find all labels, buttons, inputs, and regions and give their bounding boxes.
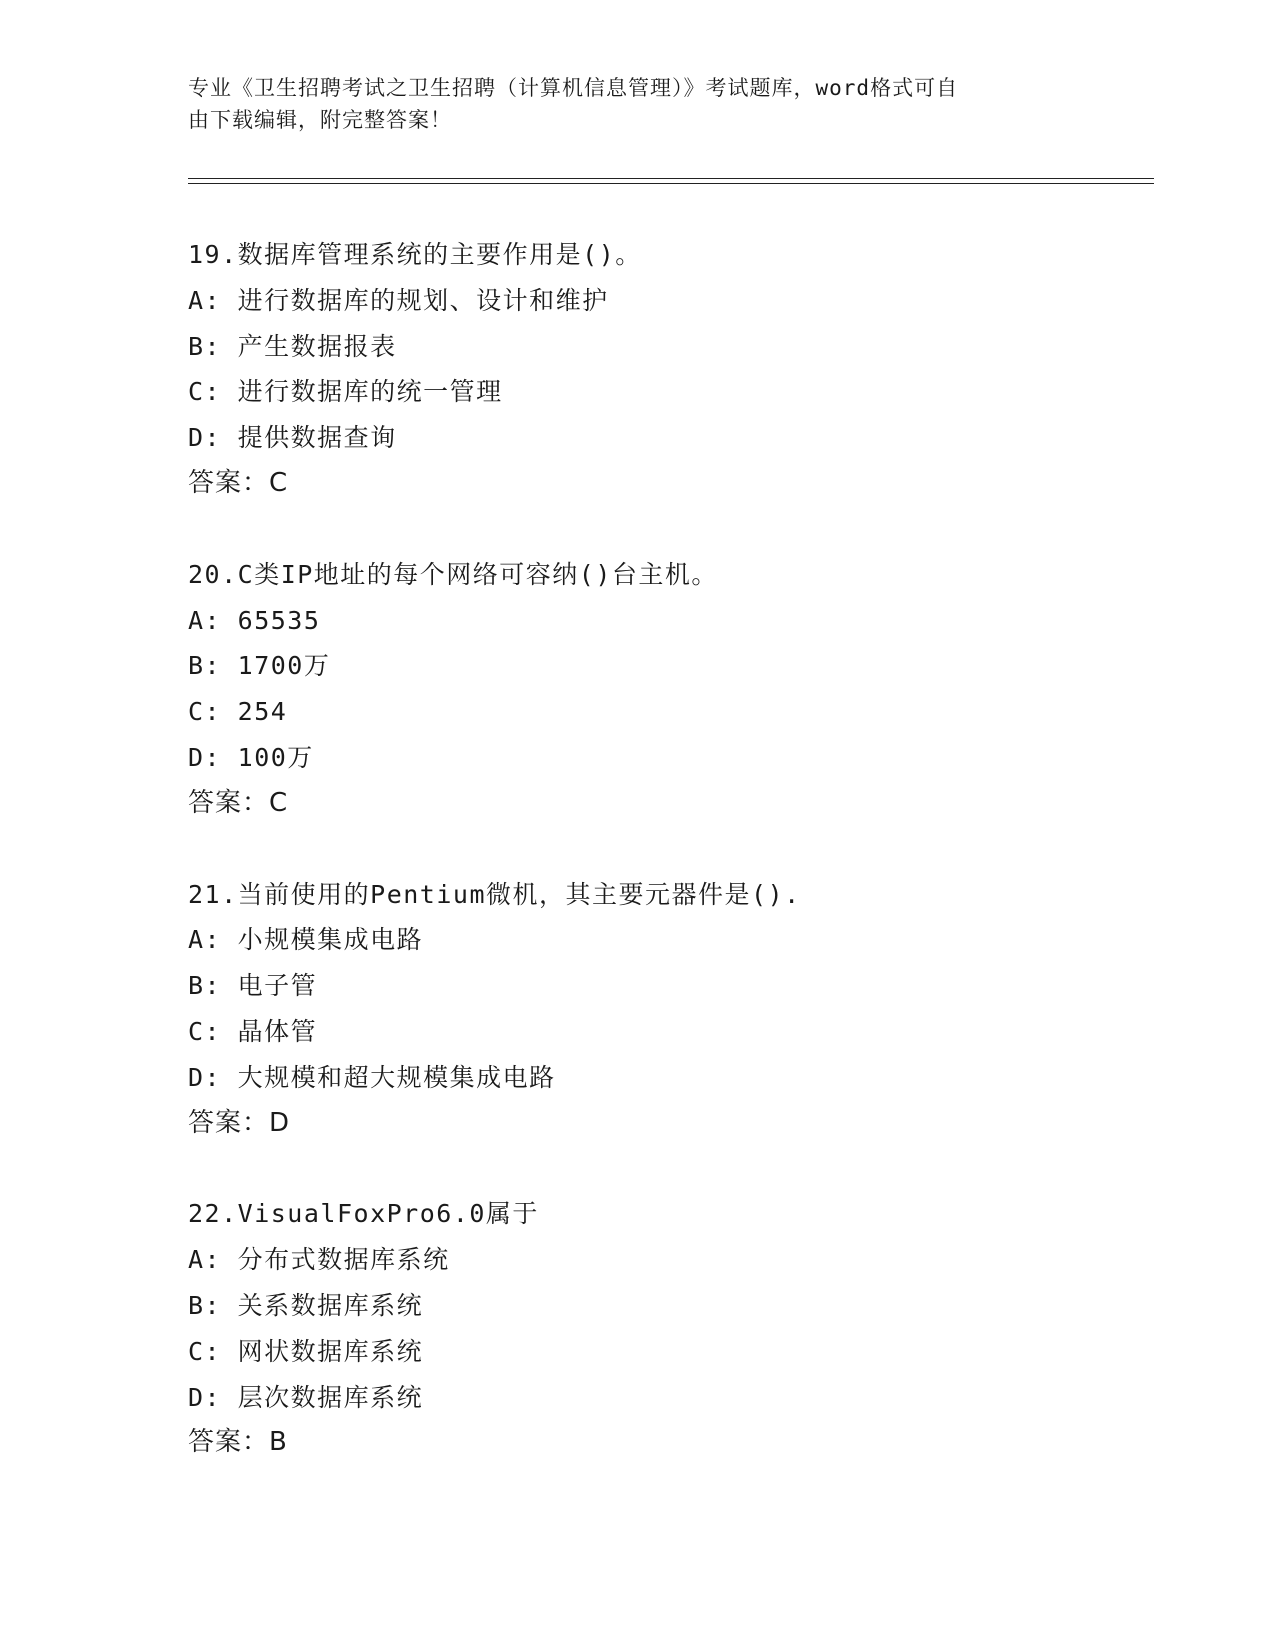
option-c: C: 晶体管	[188, 1016, 318, 1046]
option-b: B: 关系数据库系统	[188, 1290, 424, 1320]
answer-key: 答案：C	[188, 467, 289, 498]
option-b: B: 1700万	[188, 651, 331, 681]
option-d: D: 大规模和超大规模集成电路	[188, 1062, 556, 1092]
question-stem: 19.数据库管理系统的主要作用是()。	[188, 240, 642, 269]
option-c: C: 254	[188, 697, 288, 727]
header-line-1: 专业《卫生招聘考试之卫生招聘（计算机信息管理）》考试题库，word格式可自	[188, 76, 959, 100]
option-d: D: 提供数据查询	[188, 423, 397, 453]
option-a: A: 进行数据库的规划、设计和维护	[188, 285, 609, 315]
header-divider-top	[188, 178, 1154, 179]
question-21	[188, 872, 1148, 1147]
option-a: A: 小规模集成电路	[188, 925, 424, 955]
question-19	[188, 232, 1148, 507]
question-stem: 20.C类IP地址的每个网络可容纳()台主机。	[188, 559, 718, 589]
question-stem: 21.当前使用的Pentium微机，其主要元器件是().	[188, 879, 801, 909]
header-line-2: 由下载编辑，附完整答案！	[188, 108, 452, 132]
option-d: D: 层次数据库系统	[188, 1382, 424, 1412]
option-c: C: 进行数据库的统一管理	[188, 377, 503, 407]
option-a: A: 65535	[188, 605, 321, 635]
option-c: C: 网状数据库系统	[188, 1336, 424, 1366]
option-b: B: 产生数据报表	[188, 331, 397, 361]
header-divider-bottom	[188, 183, 1154, 184]
option-d: D: 100万	[188, 742, 314, 772]
document-header	[188, 72, 1088, 136]
question-stem: 22.VisualFoxPro6.0属于	[188, 1199, 539, 1229]
answer-key: 答案：C	[188, 787, 289, 818]
answer-key: 答案：D	[188, 1107, 291, 1138]
option-b: B: 电子管	[188, 971, 318, 1001]
answer-key: 答案：B	[188, 1427, 288, 1458]
option-a: A: 分布式数据库系统	[188, 1245, 450, 1275]
question-list	[188, 232, 1148, 1511]
question-22	[188, 1191, 1148, 1466]
question-20	[188, 552, 1148, 827]
